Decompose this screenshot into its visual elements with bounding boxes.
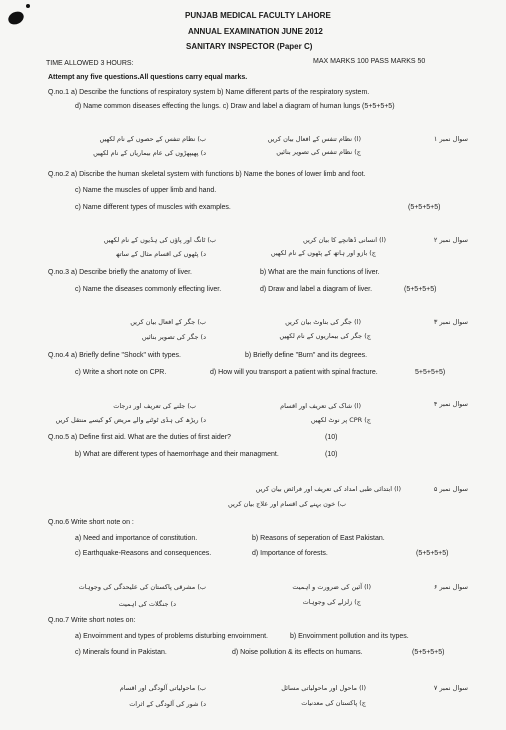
q3-marks: (5+5+5+5) — [404, 286, 437, 293]
q6-urdu-a: (ا) آئین کی ضرورت و اہمیت — [292, 583, 371, 591]
q1-urdu-d: د) پھیپھڑوں کی عام بیماریاں کے نام لکھیں — [93, 149, 206, 157]
exam-title: ANNUAL EXAMINATION JUNE 2012 — [188, 27, 323, 36]
q6-urdu-label: سوال نمبر ۶ — [433, 583, 468, 591]
q6-title: Q.no.6 Write short note on : — [48, 519, 134, 526]
q4-line1b: b) Briefly define "Burn" and its degrees. — [245, 352, 368, 359]
q6-urdu-c: ج) زلزلے کی وجوہات — [302, 598, 361, 606]
q4-line2: c) Write a short note on CPR. — [75, 369, 167, 376]
q2-line1: Q.no.2 a) Discribe the human skeletal system with functions b) Name the bones of lower limb and foot. — [48, 171, 366, 178]
q7-urdu-a: (ا) ماحول اور ماحولیاتی مسائل — [281, 684, 366, 692]
q3-line1: Q.no.3 a) Describe briefly the anatomy of liver. — [48, 269, 192, 276]
q3-urdu-b: ب) جگر کے افعال بیان کریں — [130, 318, 206, 326]
q1-urdu-a: (ا) نظام تنفس کے افعال بیان کریں — [267, 135, 361, 143]
q2-line2: c) Name the muscles of upper limb and hand. — [75, 187, 217, 194]
q4-line1: Q.no.4 a) Briefly define "Shock" with types. — [48, 352, 181, 359]
q7-c: c) Minerals found in Pakistan. — [75, 649, 167, 656]
q5-line2-marks: (10) — [325, 451, 338, 458]
q6-a: a) Need and importance of constitution. — [75, 535, 198, 542]
q3-line2: c) Name the diseases commonly effecting liver. — [75, 286, 222, 293]
q1-line2: d) Name common diseases effecting the lungs. c) Draw and label a diagram of human lungs (5+5+5+5) — [75, 103, 395, 110]
q3-urdu-label: سوال نمبر ۳ — [433, 318, 468, 326]
q6-c: c) Earthquake-Reasons and consequences. — [75, 550, 212, 557]
q5-line1-marks: (10) — [325, 434, 338, 441]
q1-urdu-b: ب) نظام تنفس کے حصوں کے نام لکھیں — [99, 135, 206, 143]
q5-line2: b) What are different types of haemorrhage and their managment. — [75, 451, 279, 458]
q7-urdu-label: سوال نمبر ۷ — [433, 684, 468, 692]
q7-urdu-b: ب) ماحولیاتی آلودگی اور اقسام — [119, 684, 206, 692]
q6-b: b) Reasons of seperation of East Pakistan. — [252, 535, 385, 542]
q2-marks: (5+5+5+5) — [408, 204, 441, 211]
q7-b: b) Envoirnment pollution and its types. — [290, 633, 409, 640]
q2-line3: c) Name different types of muscles with examples. — [75, 204, 231, 211]
q5-urdu-b: ب) خون بہنے کی اقسام اور علاج بیان کریں — [228, 500, 346, 508]
time-allowed: TIME ALLOWED 3 HOURS: — [46, 60, 134, 67]
q4-marks: 5+5+5+5) — [415, 369, 446, 376]
q4-urdu-label: سوال نمبر ۴ — [433, 400, 468, 408]
q4-line2b: d) How will you transport a patient with spinal fracture. — [210, 369, 378, 376]
max-marks: MAX MARKS 100 PASS MARKS 50 — [313, 58, 426, 65]
paper-title: SANITARY INSPECTOR (Paper C) — [186, 42, 313, 51]
q3-urdu-c: ج) جگر کی بیماریوں کے نام لکھیں — [279, 332, 371, 340]
q3-urdu-d: د) جگر کی تصویر بنائیں — [141, 333, 206, 341]
q7-urdu-d: د) شور کی آلودگی کے اثرات — [129, 700, 206, 708]
q1-urdu-c: ج) نظام تنفس کی تصویر بنائیں — [276, 148, 361, 156]
q1-line1: Q.no.1 a) Describe the functions of respiratory system b) Name different parts of the respiratory system. — [48, 89, 370, 96]
q3-line2b: d) Draw and label a diagram of liver. — [260, 286, 373, 293]
q4-urdu-a: (ا) شاک کی تعریف اور اقسام — [280, 402, 361, 410]
q6-urdu-d: د) جنگلات کی اہمیت — [118, 600, 176, 608]
q4-urdu-c: ج) CPR پر نوٹ لکھیں — [310, 416, 371, 424]
q5-line1: Q.no.5 a) Define first aid. What are the duties of first aider? — [48, 434, 231, 441]
ink-speck — [6, 9, 26, 27]
q2-urdu-c: ج) بازو اور ہاتھ کے پٹھوں کے نام لکھیں — [270, 249, 376, 257]
institution-title: PUNJAB MEDICAL FACULTY LAHORE — [185, 11, 331, 20]
q2-urdu-a: (ا) انسانی ڈھانچے کا بیان کریں — [303, 236, 386, 244]
q5-urdu-a: (ا) ابتدائی طبی امداد کی تعریف اور فرائض بیان کریں — [255, 485, 401, 493]
q4-urdu-b: ب) جلنے کی تعریف اور درجات — [113, 402, 196, 410]
q7-urdu-c: ج) پاکستان کی معدنیات — [301, 699, 366, 707]
q7-marks: (5+5+5+5) — [412, 649, 445, 656]
q5-urdu-label: سوال نمبر ۵ — [433, 485, 468, 493]
q6-d: d) Importance of forests. — [252, 550, 328, 557]
q2-urdu-label: سوال نمبر ۲ — [433, 236, 468, 244]
q7-a: a) Envoirnment and types of problems disturbing envoirnment. — [75, 633, 268, 640]
q6-marks: (5+5+5+5) — [416, 550, 449, 557]
q1-urdu-label: سوال نمبر ۱ — [433, 135, 468, 143]
q7-d: d) Noise pollution & its effects on humans. — [232, 649, 363, 656]
instructions: Attempt any five questions.All questions carry equal marks. — [48, 74, 248, 81]
q6-urdu-b: ب) مشرقی پاکستان کی علیحدگی کی وجوہات — [78, 583, 206, 591]
q2-urdu-b: ب) ٹانگ اور پاؤں کی ہڈیوں کے نام لکھیں — [103, 236, 216, 244]
ink-speck-small — [26, 4, 30, 8]
q2-urdu-d: د) پٹھوں کی اقسام مثال کے ساتھ — [115, 250, 206, 258]
q3-line1b: b) What are the main functions of liver. — [260, 269, 380, 276]
q3-urdu-a: (ا) جگر کی بناوٹ بیان کریں — [285, 318, 361, 326]
q7-title: Q.no.7 Write short notes on: — [48, 617, 136, 624]
q4-urdu-d: د) ریڑھ کی ہڈی ٹوٹنے والے مریض کو کیسے منتقل کریں — [55, 416, 206, 424]
